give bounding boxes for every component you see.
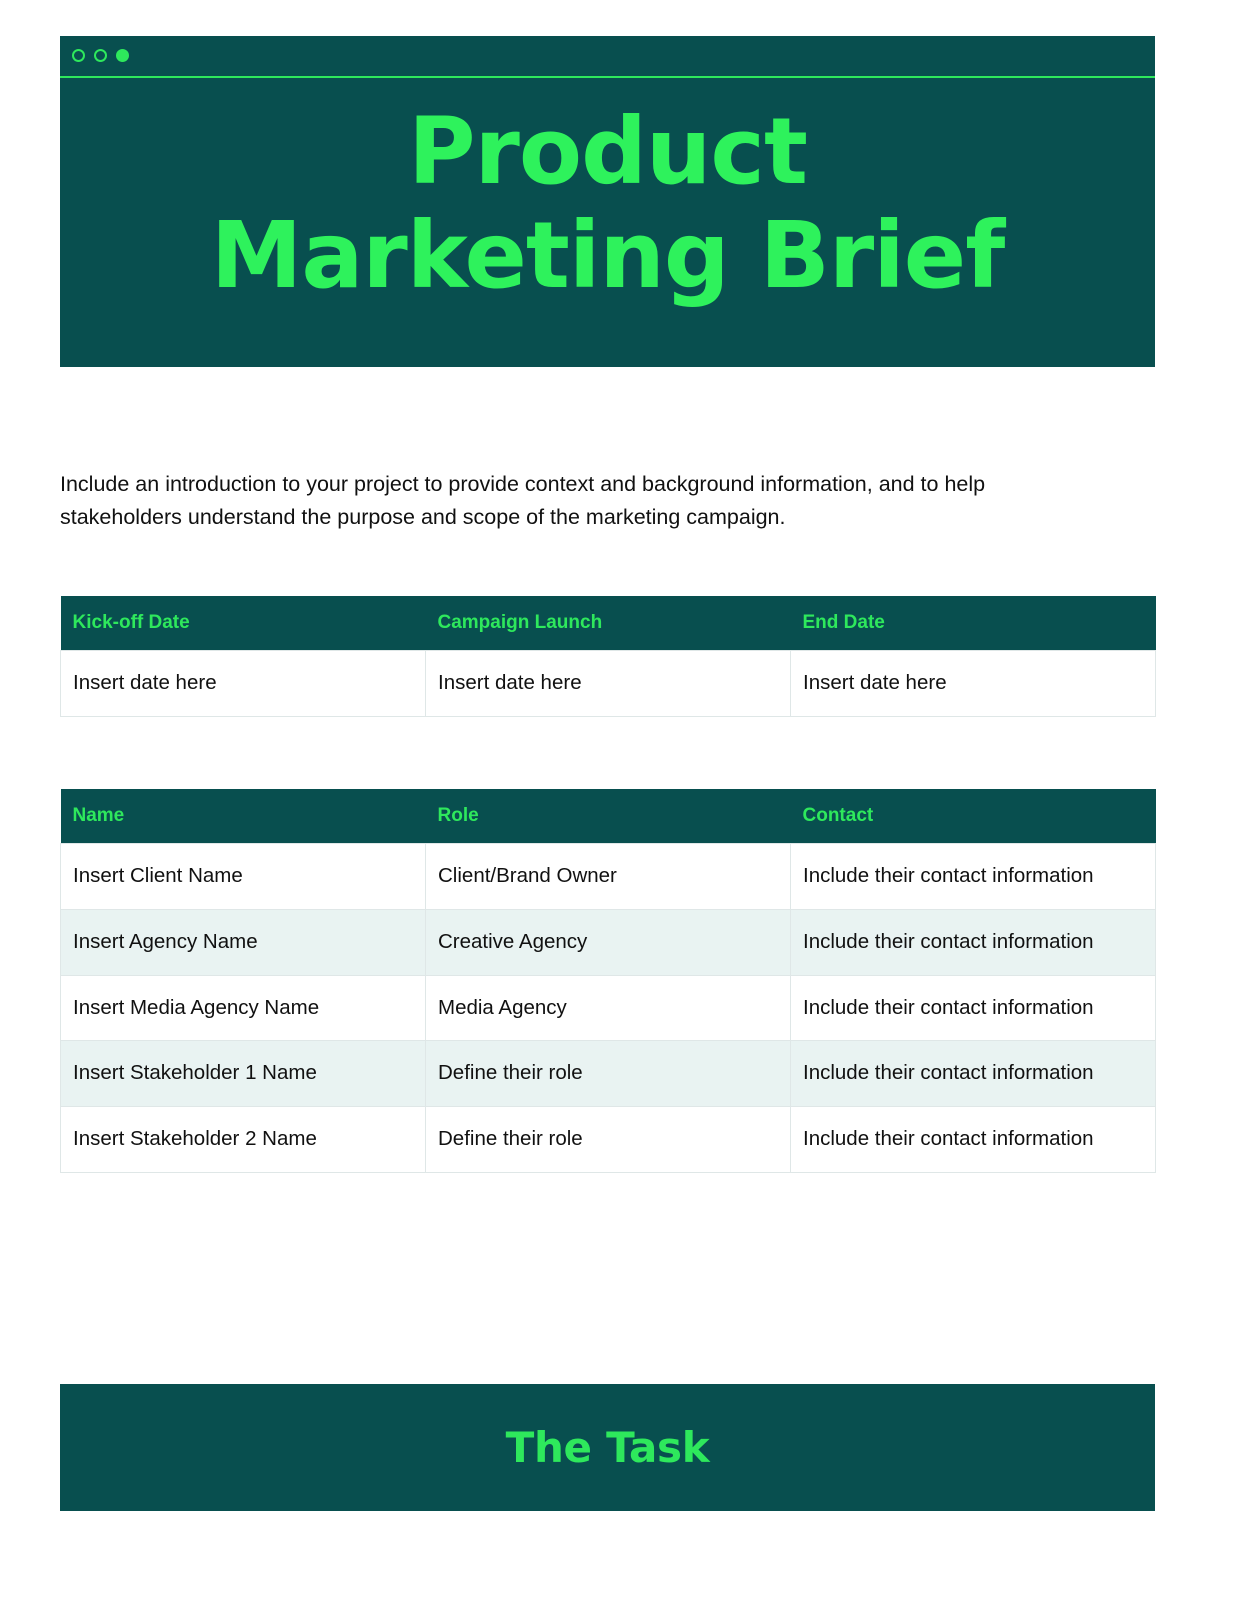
dates-table [60, 596, 1156, 717]
header-banner [60, 36, 1155, 367]
dates-cell-kickoff[interactable]: Insert date here [61, 651, 426, 717]
team-cell-name[interactable]: Insert Stakeholder 2 Name [61, 1107, 426, 1173]
section-banner-the-task [60, 1384, 1155, 1511]
table-row [61, 1041, 1156, 1107]
dates-header-launch: Campaign Launch [426, 596, 791, 651]
window-controls [72, 49, 129, 62]
team-cell-role[interactable]: Creative Agency [426, 909, 791, 975]
dates-cell-end[interactable]: Insert date here [791, 651, 1156, 717]
team-header-name: Name [61, 789, 426, 844]
team-cell-contact[interactable]: Include their contact information [791, 975, 1156, 1041]
team-cell-role[interactable]: Client/Brand Owner [426, 844, 791, 910]
dates-cell-launch[interactable]: Insert date here [426, 651, 791, 717]
team-cell-contact[interactable]: Include their contact information [791, 844, 1156, 910]
window-chrome-bar [60, 36, 1155, 78]
table-row [61, 844, 1156, 910]
team-cell-name[interactable]: Insert Stakeholder 1 Name [61, 1041, 426, 1107]
page-title-line-1: Product [408, 98, 807, 205]
dates-header-end: End Date [791, 596, 1156, 651]
table-header-row [61, 789, 1156, 844]
team-header-contact: Contact [791, 789, 1156, 844]
team-cell-name[interactable]: Insert Client Name [61, 844, 426, 910]
team-cell-contact[interactable]: Include their contact information [791, 1107, 1156, 1173]
team-header-role: Role [426, 789, 791, 844]
table-row [61, 1107, 1156, 1173]
team-cell-role[interactable]: Media Agency [426, 975, 791, 1041]
team-cell-role[interactable]: Define their role [426, 1107, 791, 1173]
team-cell-name[interactable]: Insert Media Agency Name [61, 975, 426, 1041]
team-cell-name[interactable]: Insert Agency Name [61, 909, 426, 975]
page-title [60, 78, 1155, 308]
table-row [61, 651, 1156, 717]
team-cell-role[interactable]: Define their role [426, 1041, 791, 1107]
intro-paragraph: Include an introduction to your project to provide context and background information, and to help stakeholders understand the purpose and scope of the marketing campaign. [60, 471, 986, 529]
table-row [61, 909, 1156, 975]
team-cell-contact[interactable]: Include their contact information [791, 909, 1156, 975]
section-title: The Task [505, 1423, 710, 1472]
table-header-row [61, 596, 1156, 651]
team-table [60, 789, 1156, 1173]
window-minimize-icon[interactable] [94, 49, 107, 62]
dates-header-kickoff: Kick-off Date [61, 596, 426, 651]
window-maximize-icon[interactable] [116, 49, 129, 62]
window-close-icon[interactable] [72, 49, 85, 62]
table-row [61, 975, 1156, 1041]
team-cell-contact[interactable]: Include their contact information [791, 1041, 1156, 1107]
page-title-line-2: Marketing Brief [210, 201, 1005, 309]
